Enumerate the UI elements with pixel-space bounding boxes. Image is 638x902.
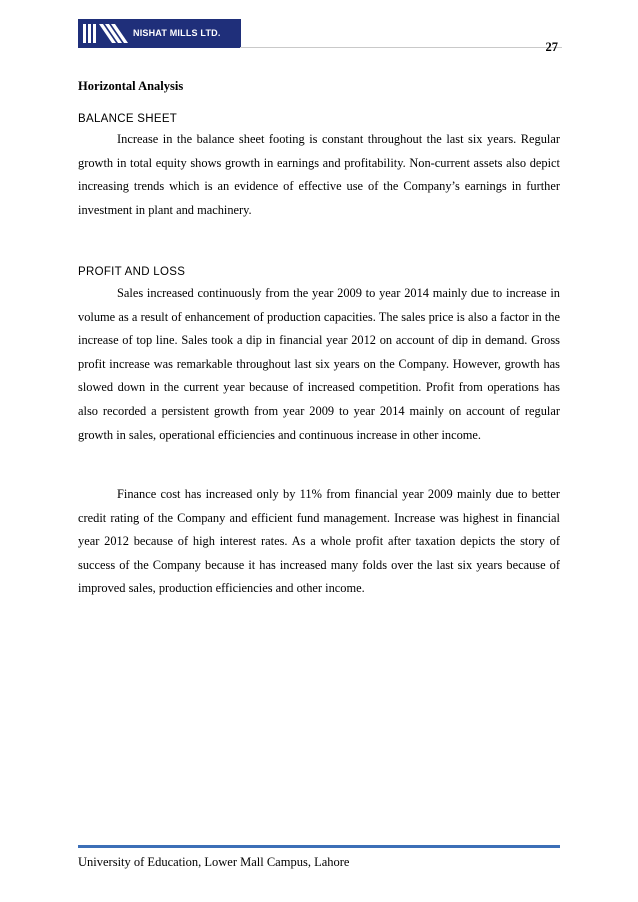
logo-stripes-icon [82,22,130,45]
balance-sheet-paragraph: Increase in the balance sheet footing is constant throughout the last six years. Regular growth in total equity shows growth in earnings and profitability. Non-current assets also depict increasing trends which is an evidence of effective use of the Company’s earnings in further investment in plant and machinery. [78,132,560,217]
company-logo [78,19,241,48]
header-divider [240,47,562,48]
footer-text: University of Education, Lower Mall Campus, Lahore [78,855,350,869]
profit-loss-heading: PROFIT AND LOSS [78,266,186,278]
profit-loss-paragraph-2: Finance cost has increased only by 11% from financial year 2009 mainly due to better credit rating of the Company and efficient fund management. Increase was highest in financial year 2012 because of high interest rates. As a whole profit after taxation depicts the story of success of the Company because it has increased many folds over the last six years because of improved sales, production efficiencies and other income. [78,487,560,596]
section-heading: Horizontal Analysis [78,79,184,93]
profit-loss-paragraph-1: Sales increased continuously from the year 2009 to year 2014 mainly due to increase in volume as a result of enhancement of production capacities. The sales price is also a factor in the increase of top line. Sales took a dip in financial year 2012 on account of dip in demand. Gross profit increase was remarkable throughout last six years on the Company. However, growth has slowed down in the current year because of increased competition. Profit from operations has also recorded a persistent growth from year 2009 to year 2014 mainly on account of regular growth in sales, operational efficiencies and continuous increase in other income. [78,286,560,442]
footer-divider [78,845,560,848]
logo-text: NISHAT MILLS LTD. [133,28,221,38]
balance-sheet-heading: BALANCE SHEET [78,113,178,125]
page-number: 27 [545,40,558,54]
